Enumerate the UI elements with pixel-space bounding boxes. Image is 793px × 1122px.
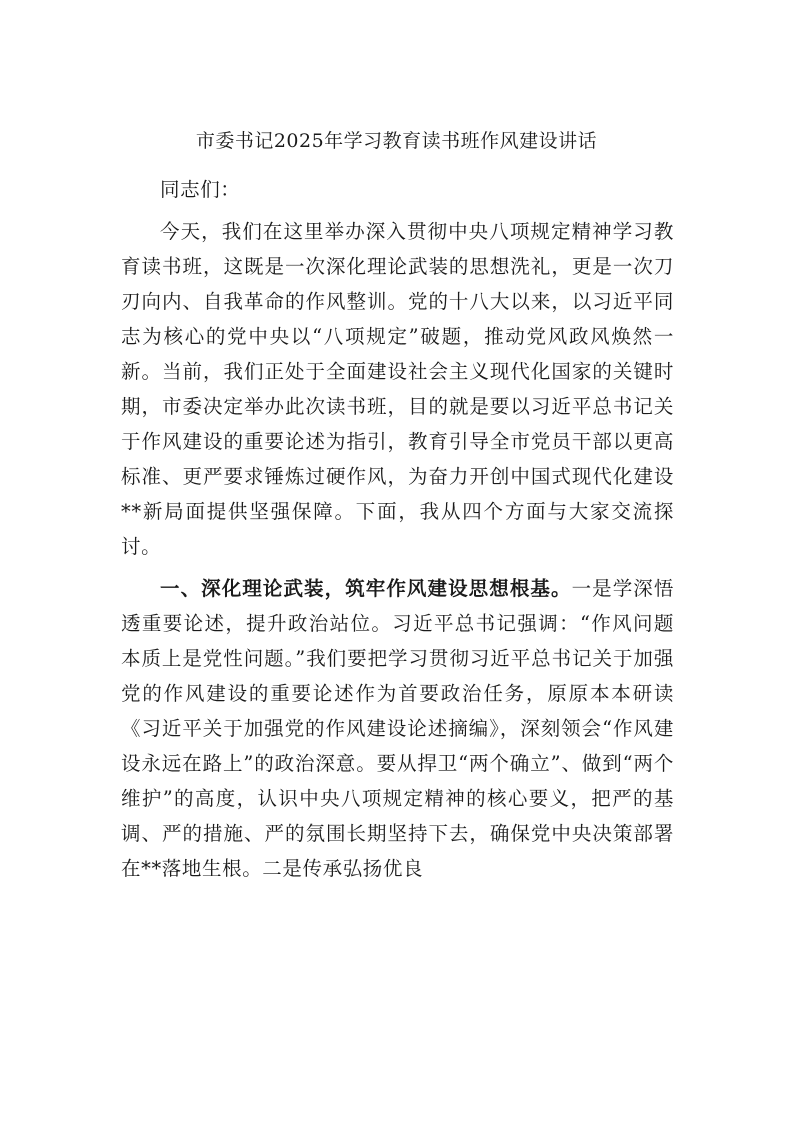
greeting: 同志们：	[160, 178, 241, 201]
section-1-heading: 一、深化理论武装，筑牢作风建设思想根基。	[160, 577, 572, 600]
paragraph-intro: 今天，我们在这里举办深入贯彻中央八项规定精神学习教育读书班，这既是一次深化理论武装的思想洗礼，更是一次刀刃向内、自我革命的作风整训。党的十八大以来，以习近平同志为核心的党中央以“八项规定”破题，推动党风政风焕然一新。当前，我们正处于全面建设社会主义现代化国家的关键时期，市委决定举办此次读书班，目的就是要以习近平总书记关于作风建设的重要论述为指引，教育引导全市党员干部以更高标准、更严要求锤炼过硬作风，为奋力开创中国式现代化建设**新局面提供坚强保障。下面，我从四个方面与大家交流探讨。	[121, 220, 674, 558]
paragraph-section-1	[121, 571, 674, 886]
document-body	[121, 172, 674, 886]
section-1-text: 一是学深悟透重要论述，提升政治站位。习近平总书记强调：“作风问题本质上是党性问题。”我们要把学习贯彻习近平总书记关于加强党的作风建设的重要论述作为首要政治任务，原原本本研读《习近平关于加强党的作风建设论述摘编》，深刻领会“作风建设永远在路上”的政治深意。要从捍卫“两个确立”、做到“两个维护”的高度，认识中央八项规定精神的核心要义，把严的基调、严的措施、严的氛围长期坚持下去，确保党中央决策部署在**落地生根。二是传承弘扬优良	[121, 577, 674, 880]
document-title: 市委书记2025年学习教育读书班作风建设讲话	[195, 130, 598, 152]
